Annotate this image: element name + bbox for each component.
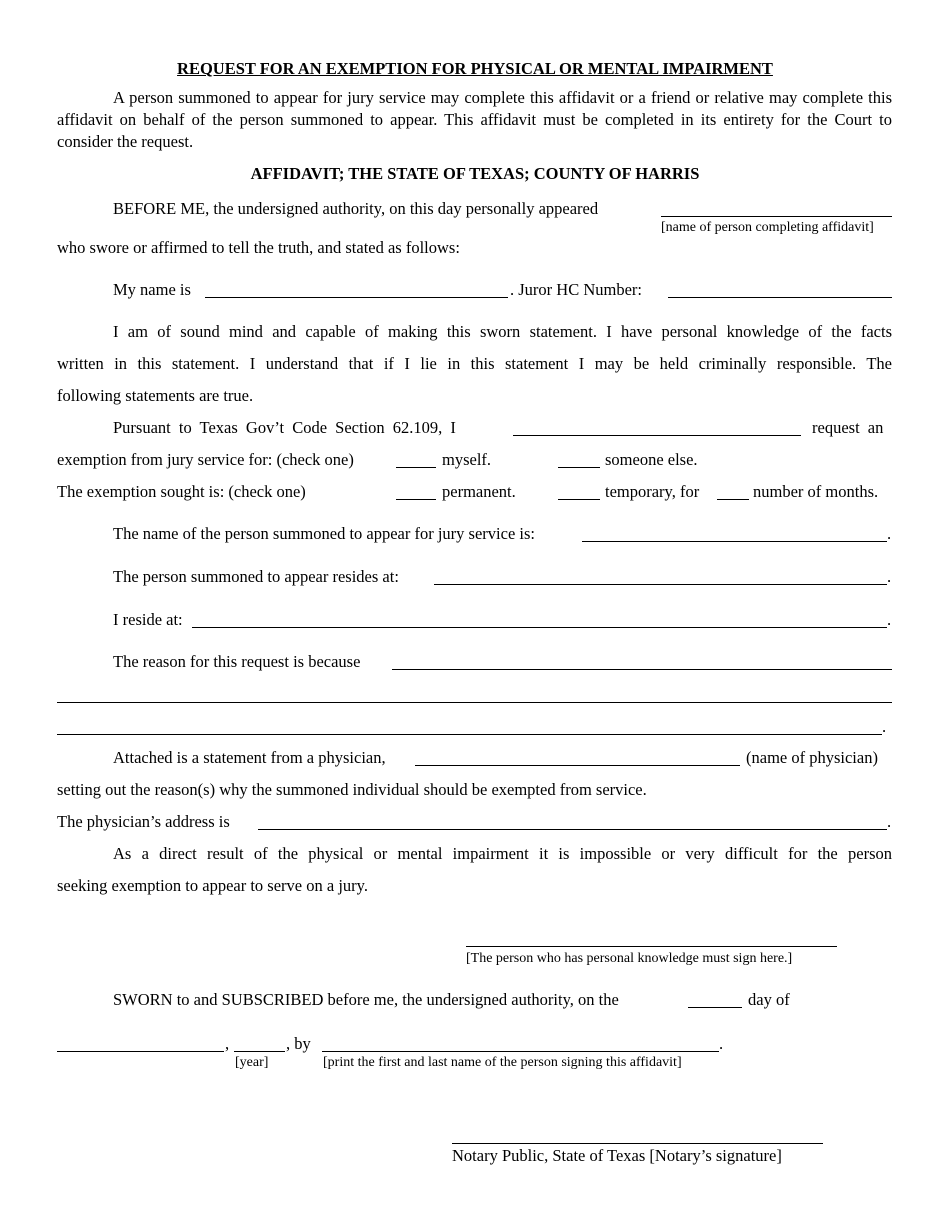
temporary-label: temporary, for bbox=[605, 482, 700, 501]
page-title: REQUEST FOR AN EXEMPTION FOR PHYSICAL OR MENTAL IMPAIRMENT bbox=[177, 59, 773, 78]
period-1: . bbox=[887, 524, 892, 543]
sound-mind-line-3: following statements are true. bbox=[57, 386, 254, 405]
comma-1: , bbox=[225, 1034, 230, 1053]
affiant-name-caption: [name of person completing affidavit] bbox=[661, 220, 874, 235]
i-reside-blank[interactable] bbox=[192, 627, 887, 628]
request-an-text: request an bbox=[812, 418, 884, 437]
exemption-for-label: exemption from jury service for: (check one) bbox=[57, 450, 354, 469]
period-6: . bbox=[719, 1034, 724, 1053]
resides-label: The person summoned to appear resides at: bbox=[113, 567, 399, 586]
summoned-name-blank[interactable] bbox=[582, 541, 887, 542]
day-of-text: day of bbox=[748, 990, 790, 1009]
reason-blank-3[interactable] bbox=[57, 734, 882, 735]
period-2: . bbox=[887, 567, 892, 586]
physician-name-blank[interactable] bbox=[415, 765, 740, 766]
reason-blank-2[interactable] bbox=[57, 702, 892, 703]
pursuant-text: Pursuant to Texas Gov’t Code Section 62.109, I bbox=[113, 418, 456, 437]
months-blank[interactable] bbox=[717, 499, 749, 500]
intro-paragraph: A person summoned to appear for jury service may complete this affidavit or a friend or relative may complete this affidavit on behalf of the person summoned to appear. This affidavit must be completed in its entirety for the Court to consider the request. bbox=[57, 88, 892, 151]
year-caption: [year] bbox=[235, 1055, 269, 1070]
direct-result-line-2: seeking exemption to appear to serve on a jury. bbox=[57, 876, 368, 895]
permanent-checkbox-blank[interactable] bbox=[396, 499, 436, 500]
someone-else-label: someone else. bbox=[605, 450, 698, 469]
months-label: number of months. bbox=[753, 482, 879, 501]
period-3: . bbox=[887, 610, 892, 629]
swore-text: who swore or affirmed to tell the truth, and stated as follows: bbox=[57, 238, 460, 257]
signature-caption: [The person who has personal knowledge must sign here.] bbox=[466, 951, 793, 966]
physician-address-blank[interactable] bbox=[258, 829, 887, 830]
reason-blank-1[interactable] bbox=[392, 669, 892, 670]
resides-blank[interactable] bbox=[434, 584, 887, 585]
setting-out-text: setting out the reason(s) why the summoned individual should be exempted from service. bbox=[57, 780, 647, 799]
direct-result-line-1: As a direct result of the physical or mental impairment it is impossible or very difficult for the person bbox=[113, 844, 892, 863]
affidavit-heading: AFFIDAVIT; THE STATE OF TEXAS; COUNTY OF HARRIS bbox=[250, 164, 700, 183]
exemption-sought-label: The exemption sought is: (check one) bbox=[57, 482, 306, 501]
juror-number-label: . Juror HC Number: bbox=[510, 280, 642, 299]
my-name-blank[interactable] bbox=[205, 297, 508, 298]
physician-statement-text: Attached is a statement from a physician, bbox=[113, 748, 386, 767]
day-blank[interactable] bbox=[688, 1007, 742, 1008]
summoned-name-label: The name of the person summoned to appear for jury service is: bbox=[113, 524, 535, 543]
permanent-label: permanent. bbox=[442, 482, 516, 501]
affiant-signature-line[interactable] bbox=[466, 946, 837, 947]
myself-label: myself. bbox=[442, 450, 492, 469]
printed-name-blank[interactable] bbox=[322, 1051, 719, 1052]
affiant-name-blank[interactable] bbox=[661, 216, 892, 217]
period-4: . bbox=[882, 717, 887, 736]
my-name-label: My name is bbox=[113, 280, 191, 299]
period-5: . bbox=[887, 812, 892, 831]
month-blank[interactable] bbox=[57, 1051, 224, 1052]
sound-mind-line-1: I am of sound mind and capable of making this sworn statement. I have personal knowledge of the facts bbox=[113, 322, 892, 341]
by-text: , by bbox=[286, 1034, 311, 1053]
juror-number-blank[interactable] bbox=[668, 297, 892, 298]
physician-address-label: The physician’s address is bbox=[57, 812, 230, 831]
physician-name-caption: (name of physician) bbox=[746, 748, 878, 767]
someone-else-checkbox-blank[interactable] bbox=[558, 467, 600, 468]
sound-mind-line-2: written in this statement. I understand that if I lie in this statement I may be held criminally responsible. The bbox=[57, 354, 892, 373]
reason-label: The reason for this request is because bbox=[113, 652, 361, 671]
myself-checkbox-blank[interactable] bbox=[396, 467, 436, 468]
sworn-text: SWORN to and SUBSCRIBED before me, the undersigned authority, on the bbox=[113, 990, 619, 1009]
pursuant-name-blank[interactable] bbox=[513, 435, 801, 436]
temporary-checkbox-blank[interactable] bbox=[558, 499, 600, 500]
notary-signature-line[interactable] bbox=[452, 1143, 823, 1144]
notary-caption: Notary Public, State of Texas [Notary’s signature] bbox=[452, 1146, 782, 1165]
i-reside-label: I reside at: bbox=[113, 610, 183, 629]
year-blank[interactable] bbox=[234, 1051, 285, 1052]
print-name-caption: [print the first and last name of the person signing this affidavit] bbox=[323, 1055, 682, 1070]
before-me-text: BEFORE ME, the undersigned authority, on this day personally appeared bbox=[113, 199, 599, 218]
